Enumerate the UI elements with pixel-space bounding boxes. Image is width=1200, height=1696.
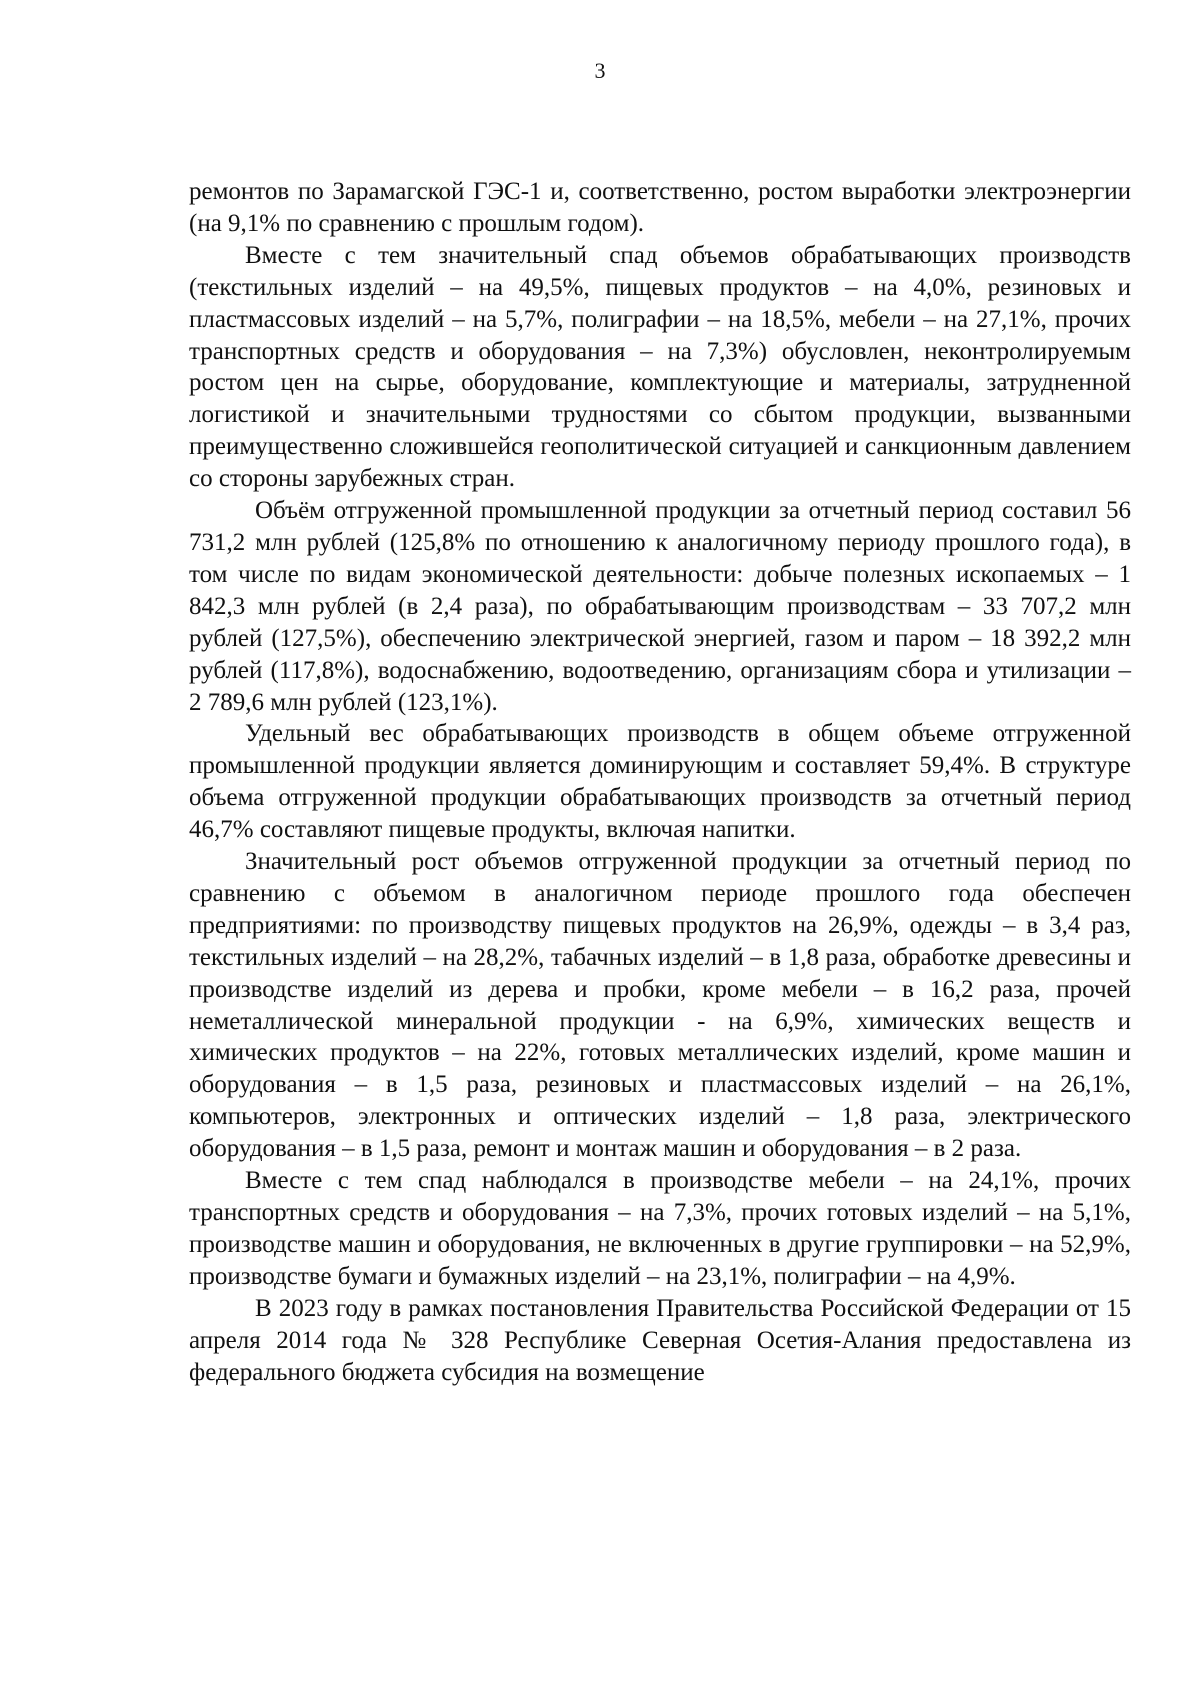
paragraph-5: Значительный рост объемов отгруженной продукции за отчетный период по сравнению с объемом в аналогичном периоде прошлого года обеспечен предприятиями: по производству пищевых продуктов на 26,9%, одежды – в 3,4 раз, текстильных изделий – на 28,2%, табачных изделий – в 1,8 раза, обработке древесины и производстве изделий из дерева и пробки, кроме мебели – в 16,2 раза, прочей неметаллической минеральной продукции - на 6,9%, химических веществ и химических продуктов – на 22%, готовых металлических изделий, кроме машин и оборудования – в 1,5 раза, резиновых и пластмассовых изделий – на 26,1%, компьютеров, электронных и оптических изделий – 1,8 раза, электрического оборудования – в 1,5 раза, ремонт и монтаж машин и оборудования – в 2 раза.	[189, 848, 1131, 1163]
paragraph-4: Удельный вес обрабатывающих производств в общем объеме отгруженной промышленной продукции является доминирующим и составляет 59,4%. В структуре объема отгруженной продукции обрабатывающих производств за отчетный период 46,7% составляют пищевые продукты, включая напитки.	[189, 720, 1131, 844]
paragraph-1: ремонтов по Зарамагской ГЭС-1 и, соответственно, ростом выработки электроэнергии (на 9,1% по сравнению с прошлым годом).	[189, 178, 1131, 237]
document-body	[189, 176, 1131, 1388]
paragraph-3: Объём отгруженной промышленной продукции за отчетный период составил 56 731,2 млн рублей (125,8% по отношению к аналогичному периоду прошлого года), в том числе по видам экономической деятельности: добыче полезных ископаемых – 1 842,3 млн рублей (в 2,4 раза), по обрабатывающим производствам – 33 707,2 млн рублей (127,5%), обеспечению электрической энергией, газом и паром – 18 392,2 млн рублей (117,8%), водоснабжению, водоотведению, организациям сбора и утилизации – 2 789,6 млн рублей (123,1%).	[189, 497, 1131, 716]
paragraph-2: Вместе с тем значительный спад объемов обрабатывающих производств (текстильных изделий – на 49,5%, пищевых продуктов – на 4,0%, резиновых и пластмассовых изделий – на 5,7%, полиграфии – на 18,5%, мебели – на 27,1%, прочих транспортных средств и оборудования – на 7,3%) обусловлен, неконтролируемым ростом цен на сырье, оборудование, комплектующие и материалы, затрудненной логистикой и значительными трудностями со сбытом продукции, вызванными преимущественно сложившейся геополитической ситуацией и санкционным давлением со стороны зарубежных стран.	[189, 241, 1131, 493]
page-number: 3	[594, 58, 606, 83]
paragraph-6: Вместе с тем спад наблюдался в производстве мебели – на 24,1%, прочих транспортных средств и оборудования – на 7,3%, прочих готовых изделий – на 5,1%, производстве машин и оборудования, не включенных в другие группировки – на 52,9%, производстве бумаги и бумажных изделий – на 23,1%, полиграфии – на 4,9%.	[189, 1167, 1131, 1290]
paragraph-7: В 2023 году в рамках постановления Правительства Российской Федерации от 15 апреля 2014 года № 328 Республике Северная Осетия-Алания предоставлена из федерального бюджета субсидия на возмещение	[189, 1294, 1131, 1386]
